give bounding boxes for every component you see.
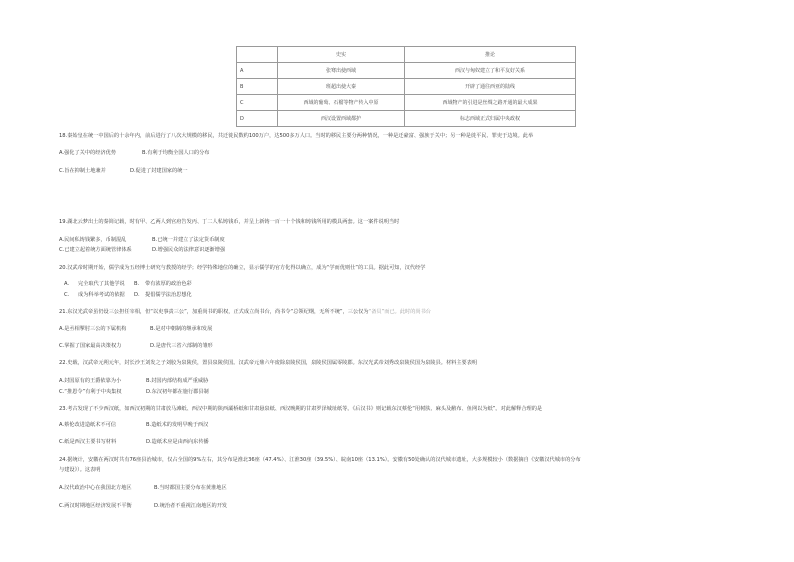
table-row: [237, 63, 576, 79]
table-cell: 张骞出使西域: [278, 63, 405, 79]
question-21-stem-main: 21.东汉光武帝虽仍设三公担任宰相，但“以吏事责三公”，加重尚书的职权，正式成立尚书台，尚书令“总领纪纲，无所不统”，三公仅为: [59, 309, 369, 315]
question-22-option-b: B.封国内部结构成严重威胁: [146, 378, 209, 384]
question-18-option-b: B.有利于均衡全国人口的分布: [142, 150, 210, 156]
table-cell: 标志西域正式归属中央政权: [405, 111, 576, 127]
question-20-option-a: 完全取代了其他学说: [78, 281, 125, 287]
table-cell: 班超出使大秦: [278, 79, 405, 95]
question-21-option-a: A.是丞相掣肘三公的下属机构: [59, 326, 127, 332]
table-cell: 开辟了通往西亚的陆线: [405, 79, 576, 95]
table-header-row: [237, 47, 576, 63]
question-22-option-d: D.东汉初年都在施行郡县制: [146, 389, 209, 395]
table-header-cell: [237, 47, 278, 63]
question-19-stem: 19.湖北云梦出土的秦简记载，时有甲、乙两人到官府告发丙、丁二人私铸钱币，并呈上新铸一百一十个钱和铸钱所用的模具两套。这一案件说明当时: [59, 219, 400, 225]
question-21-option-d: D.是唐代三省六部制的雏形: [150, 343, 213, 349]
table-row: [237, 79, 576, 95]
question-22-stem: 22.史载，汉武帝元朔元年，封长沙王刘发之子刘胶为泉陵侯，置县泉陵侯国。汉武帝元鼎六年废除泉陵侯国，泉陵侯国属零陵郡。东汉光武帝刘秀改泉陵侯国为泉陵县。材料主要表明: [59, 360, 478, 366]
question-20-option-c-label: C.: [64, 292, 70, 298]
question-21-option-c: C.掌握了国家最高决策权力: [59, 343, 122, 349]
question-23-option-d: D.造纸术应是由西向东传播: [146, 439, 209, 445]
history-table: [236, 46, 576, 127]
question-24-option-d: D.统治者不重视江南地区的开发: [154, 503, 228, 509]
question-19-option-b: B.已统一并建立了法定货币制度: [152, 237, 225, 243]
table-cell: 西域的葡萄、石榴等物产传入中原: [278, 95, 405, 111]
question-20-option-c: 成为科举考试的依据: [78, 292, 125, 298]
question-18-stem: 18.秦始皇在统一中国后的十余年内，前后进行了八次大规模的移民，共迁徙民数约100万户，达500多万人口。当时的移民主要分两种情况，一种是迁豪富、强族于关中；另一种是徙平民、罪吏于边境。此举: [59, 133, 534, 139]
question-23-option-a: A.蔡伦改进造纸术不可信: [59, 422, 116, 428]
question-19-option-d: D.增强民众的法律意识逐渐增强: [152, 247, 226, 253]
question-20-option-d: 提倡儒学法治思想化: [145, 292, 192, 298]
table-cell: A: [237, 63, 278, 79]
table-header-cell: 推论: [405, 47, 576, 63]
question-18-option-c: C.旨在抑制土地兼并: [59, 168, 106, 174]
table-cell: 西汉与匈奴建立了和平友好关系: [405, 63, 576, 79]
question-22-option-a: A.封国原有的王爵依靠为小: [59, 378, 122, 384]
question-24-stem-cont: 与建设》）。这表明: [59, 467, 101, 473]
question-22-option-c: C.“推恩令”有利于中央集权: [59, 389, 122, 395]
question-23-stem: 23.考古发现了不少西汉纸，如西汉初期的甘肃放马滩纸、西汉中期的陕西灞桥纸和甘肃悬泉纸、西汉晚期的甘肃罗泽城址纸等。《后汉书》则记载东汉蔡伦“用树肤、麻头及敝布、鱼网以为纸”。对此解释合理的是: [59, 406, 543, 412]
question-18-option-a: A.强化了关中的经济优势: [59, 150, 116, 156]
question-21-stem: [59, 309, 431, 316]
table-cell: 西汉设置西域都护: [278, 111, 405, 127]
question-24-option-b: B.当时都国主要分布在黄淮地区: [154, 485, 227, 491]
table-cell: B: [237, 79, 278, 95]
question-20-option-a-label: A.: [64, 281, 70, 287]
question-20-stem: 20.汉武帝时期开始，儒学成为五经博士研究与教授的经学；经学特殊地位的确立，显示儒学的官方化得以确立，成为“学而优则仕”的工具。据此可知，汉代经学: [59, 265, 426, 271]
question-18-option-d: D.促进了封建国家的统一: [130, 168, 188, 174]
question-21-option-b: B.是对中朝制的继承和发展: [150, 326, 213, 332]
question-23-option-c: C.纸是西汉主要书写材料: [59, 439, 117, 445]
table-header-cell: 史实: [278, 47, 405, 63]
question-21-stem-tail: “备员”而已。此时的尚书台: [368, 309, 431, 315]
question-20-option-b: 带有浓厚的政治色彩: [145, 281, 192, 287]
question-20-option-d-label: D.: [134, 292, 140, 298]
table-cell: D: [237, 111, 278, 127]
table-row: [237, 95, 576, 111]
question-20-option-b-label: B.: [134, 281, 140, 287]
question-23-option-b: B.造纸术的发明早晚于西汉: [146, 422, 209, 428]
table-cell: 西域物产的引进是丝绸之路开通的最大成果: [405, 95, 576, 111]
table-cell: C: [237, 95, 278, 111]
question-19-option-c: C.已建立起着统方面统管律体系: [59, 247, 132, 253]
question-24-option-c: C.两汉时期地区经济发展不平衡: [59, 503, 132, 509]
question-19-option-a: A.民间私铸钱繁多，币制混乱: [59, 237, 127, 243]
question-24-stem: 24.据统计，安徽在两汉时共有76座县治城市，仅占全国的9%左右，其分布是淮北36座（47.4%）、江淮30座（39.5%）、皖南10座（13.1%）。安徽有50处确认的汉代城市遗址，大多规模较小（数据摘自《安徽汉代城市的分布: [59, 457, 581, 463]
table-row: [237, 111, 576, 127]
question-24-option-a: A.汉代政治中心在我国北方地区: [59, 485, 132, 491]
